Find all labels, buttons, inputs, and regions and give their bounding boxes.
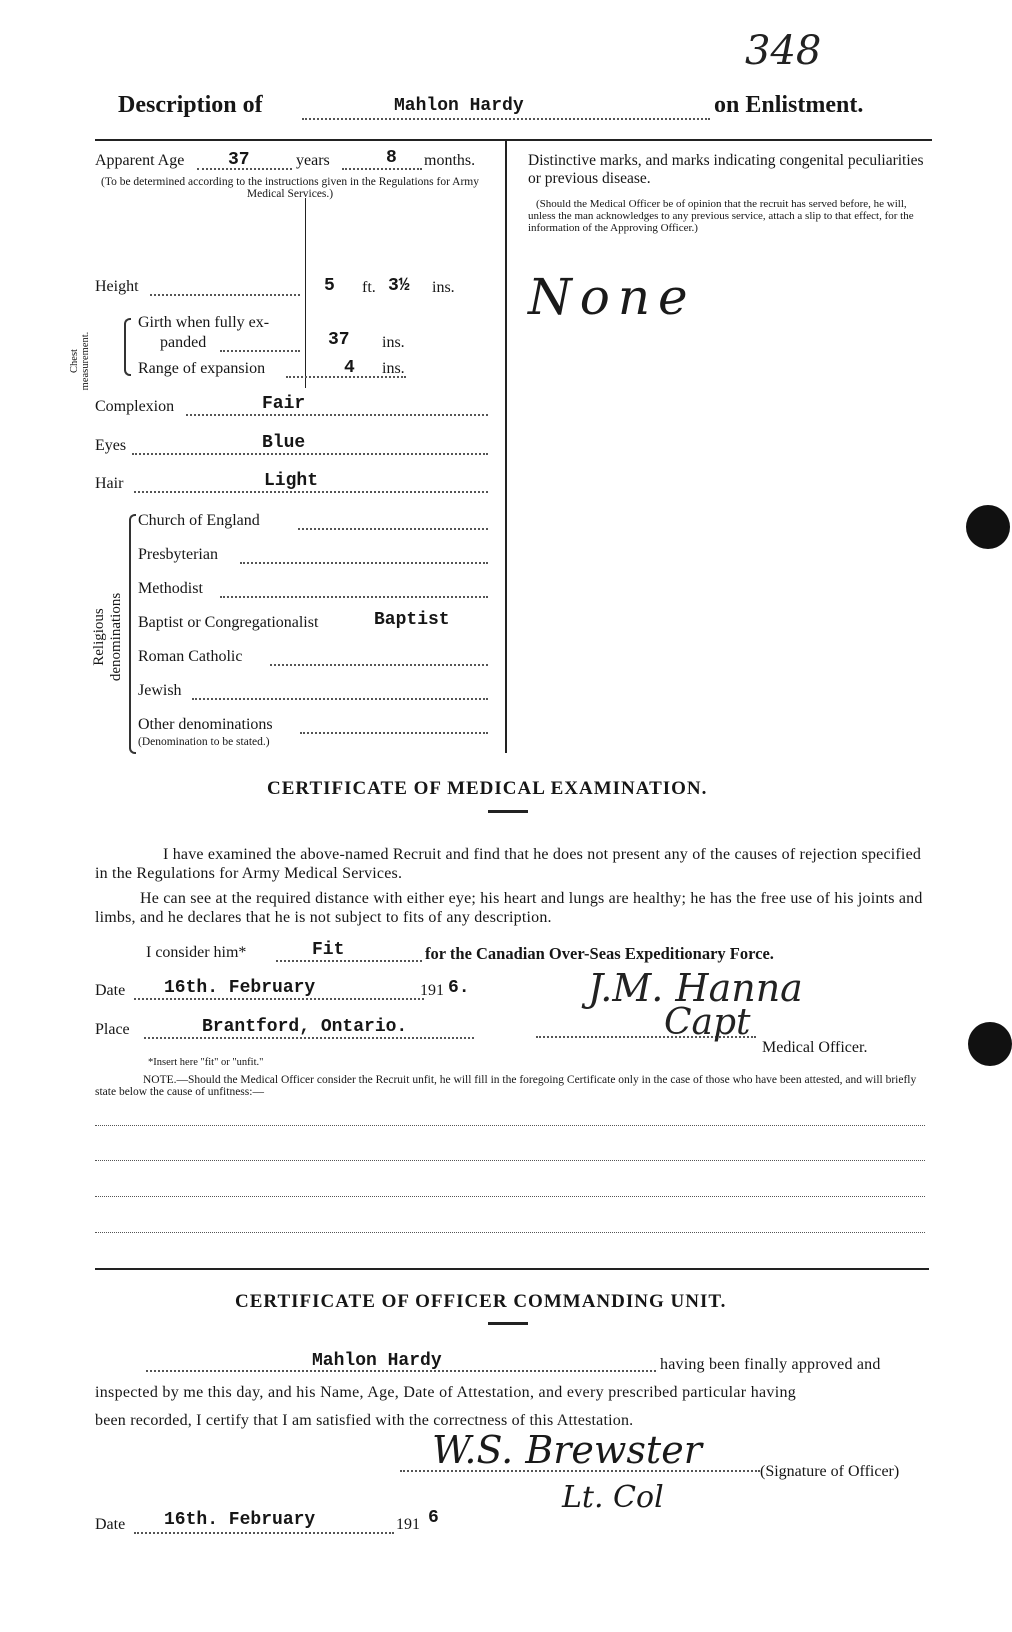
chest-brace bbox=[124, 318, 131, 376]
age-label: Apparent Age bbox=[95, 152, 185, 169]
religion-baptist-value: Baptist bbox=[374, 610, 450, 630]
girth-unit: ins. bbox=[382, 334, 405, 351]
religion-item-label: Church of England bbox=[138, 512, 260, 529]
header-name-line bbox=[302, 118, 710, 120]
range-label: Range of expansion bbox=[138, 360, 266, 377]
religion-item-line bbox=[240, 562, 488, 564]
age-months-value: 8 bbox=[386, 148, 397, 168]
religion-item-line bbox=[298, 528, 488, 530]
range-unit: ins. bbox=[382, 360, 405, 377]
eyes-line bbox=[132, 453, 488, 455]
age-months-label: months. bbox=[424, 152, 476, 169]
complexion-line bbox=[186, 414, 488, 416]
medical-place-label: Place bbox=[95, 1021, 130, 1038]
commanding-year-suffix: 6 bbox=[428, 1508, 439, 1528]
header-rule bbox=[95, 139, 932, 141]
religion-item-line bbox=[300, 732, 488, 734]
officer-signature: W.S. Brewster bbox=[432, 1428, 702, 1472]
commanding-date-value: 16th. February bbox=[164, 1510, 316, 1530]
religion-item-line bbox=[192, 698, 488, 700]
hair-label: Hair bbox=[95, 475, 124, 492]
header-recruit-name: Mahlon Hardy bbox=[394, 96, 524, 116]
marks-note: (Should the Medical Officer be of opinion that the recruit has served before, he will, unless the man acknowledges to any previous service, attach a slip to that effect, for the information of the Approving Officer.) bbox=[528, 198, 914, 234]
girth-label-1: Girth when fully ex- bbox=[138, 314, 270, 331]
commanding-date-label: Date bbox=[95, 1516, 126, 1533]
commanding-title: CERTIFICATE OF OFFICER COMMANDING UNIT. bbox=[235, 1291, 727, 1312]
eyes-value: Blue bbox=[262, 433, 306, 453]
commanding-line-3: been recorded, I certify that I am satisfied with the correctness of this Attestation. bbox=[95, 1412, 634, 1429]
medical-title: CERTIFICATE OF MEDICAL EXAMINATION. bbox=[267, 778, 708, 799]
religion-item-label: Other denominations bbox=[138, 716, 273, 733]
commanding-line-2: inspected by me this day, and his Name, Age, Date of Attestation, and every prescribed particular having bbox=[95, 1384, 797, 1401]
age-note-text: (To be determined according to the instructions given in the Regulations for Army Medical Services.) bbox=[101, 176, 479, 200]
religion-item-label: Methodist bbox=[138, 580, 203, 597]
consider-label: I consider him* bbox=[146, 944, 247, 961]
medical-officer-label: Medical Officer. bbox=[762, 1039, 868, 1056]
medical-title-rule bbox=[488, 810, 528, 813]
hair-line bbox=[134, 491, 488, 493]
medical-place-value: Brantford, Ontario. bbox=[202, 1017, 408, 1037]
page-number: 348 bbox=[745, 28, 822, 74]
commanding-name: Mahlon Hardy bbox=[312, 1351, 442, 1371]
religion-item-label: Baptist or Congregationalist bbox=[138, 614, 319, 631]
height-label: Height bbox=[95, 278, 139, 295]
age-note bbox=[95, 176, 485, 200]
unfit-line bbox=[95, 1196, 925, 1197]
medical-date-line bbox=[134, 998, 424, 1000]
unfit-note: NOTE.—Should the Medical Officer consider the Recruit unfit, he will fill in the foregoing Certificate only in the case of those who have been attested, and will briefly state below the cause of unfitness:— bbox=[95, 1074, 917, 1098]
unfit-line bbox=[95, 1160, 925, 1161]
medical-year-prefix: 191 bbox=[420, 982, 444, 999]
height-ft-label: ft. bbox=[362, 279, 376, 296]
column-divider bbox=[505, 141, 507, 753]
girth-value: 37 bbox=[328, 330, 350, 350]
religion-item-label: Roman Catholic bbox=[138, 648, 243, 665]
insert-note: *Insert here "fit" or "unfit." bbox=[148, 1057, 264, 1068]
header-prefix: Description of bbox=[118, 92, 263, 118]
commanding-title-rule bbox=[488, 1322, 528, 1325]
height-feet-value: 5 bbox=[324, 276, 335, 296]
officer-rank: Lt. Col bbox=[562, 1480, 664, 1515]
commanding-date-line bbox=[134, 1532, 394, 1534]
commanding-line-1: having been finally approved and bbox=[660, 1356, 881, 1373]
religion-item-label: Presbyterian bbox=[138, 546, 218, 563]
religion-item-line bbox=[270, 664, 488, 666]
header-suffix: on Enlistment. bbox=[714, 92, 864, 118]
signature-label: (Signature of Officer) bbox=[760, 1463, 900, 1480]
marks-heading: Distinctive marks, and marks indicating congenital peculiarities or previous disease. bbox=[528, 152, 924, 187]
medical-date-label: Date bbox=[95, 982, 126, 999]
consider-line bbox=[276, 960, 422, 962]
measure-divider bbox=[305, 198, 306, 388]
medical-date-value: 16th. February bbox=[164, 978, 316, 998]
consider-value: Fit bbox=[312, 940, 345, 960]
height-inches-value: 3½ bbox=[388, 276, 410, 296]
height-line bbox=[150, 294, 300, 296]
religion-note: (Denomination to be stated.) bbox=[138, 736, 270, 748]
height-ins-label: ins. bbox=[432, 279, 455, 296]
unfit-line bbox=[95, 1232, 925, 1233]
range-value: 4 bbox=[344, 358, 355, 378]
medical-place-line bbox=[144, 1037, 474, 1039]
hair-value: Light bbox=[264, 471, 319, 491]
commanding-year-prefix: 191 bbox=[396, 1516, 420, 1533]
chest-side-label: Chest measurement. bbox=[69, 331, 91, 391]
eyes-label: Eyes bbox=[95, 437, 127, 454]
religion-item-label: Jewish bbox=[138, 682, 182, 699]
complexion-value: Fair bbox=[262, 394, 306, 414]
religion-side-label: Religious denominations bbox=[91, 592, 124, 682]
girth-label-2: panded bbox=[160, 334, 207, 351]
age-years-value: 37 bbox=[228, 150, 250, 170]
religion-item-line bbox=[220, 596, 488, 598]
medical-year-suffix: 6. bbox=[448, 978, 470, 998]
medical-para-1: I have examined the above-named Recruit and find that he does not present any of the causes of rejection specified in the Regulations for Army Medical Services. bbox=[95, 846, 922, 882]
age-months-line bbox=[342, 168, 422, 170]
section-rule bbox=[95, 1268, 929, 1270]
punch-hole-bottom bbox=[968, 1022, 1012, 1066]
marks-value: None bbox=[528, 268, 696, 326]
religion-brace bbox=[129, 514, 136, 754]
medical-signature: J.M. Hanna bbox=[588, 966, 803, 1010]
medical-rank: Capt bbox=[664, 1002, 751, 1043]
punch-hole-top bbox=[966, 505, 1010, 549]
age-years-label: years bbox=[296, 152, 330, 169]
force-text: for the Canadian Over-Seas Expeditionary Force. bbox=[425, 944, 774, 963]
unfit-line bbox=[95, 1125, 925, 1126]
medical-para-2: He can see at the required distance with either eye; his heart and lungs are healthy; he has the free use of his joints and limbs, and he declares that he is not subject to fits of any description. bbox=[95, 890, 923, 926]
girth-line bbox=[220, 350, 300, 352]
complexion-label: Complexion bbox=[95, 398, 175, 415]
